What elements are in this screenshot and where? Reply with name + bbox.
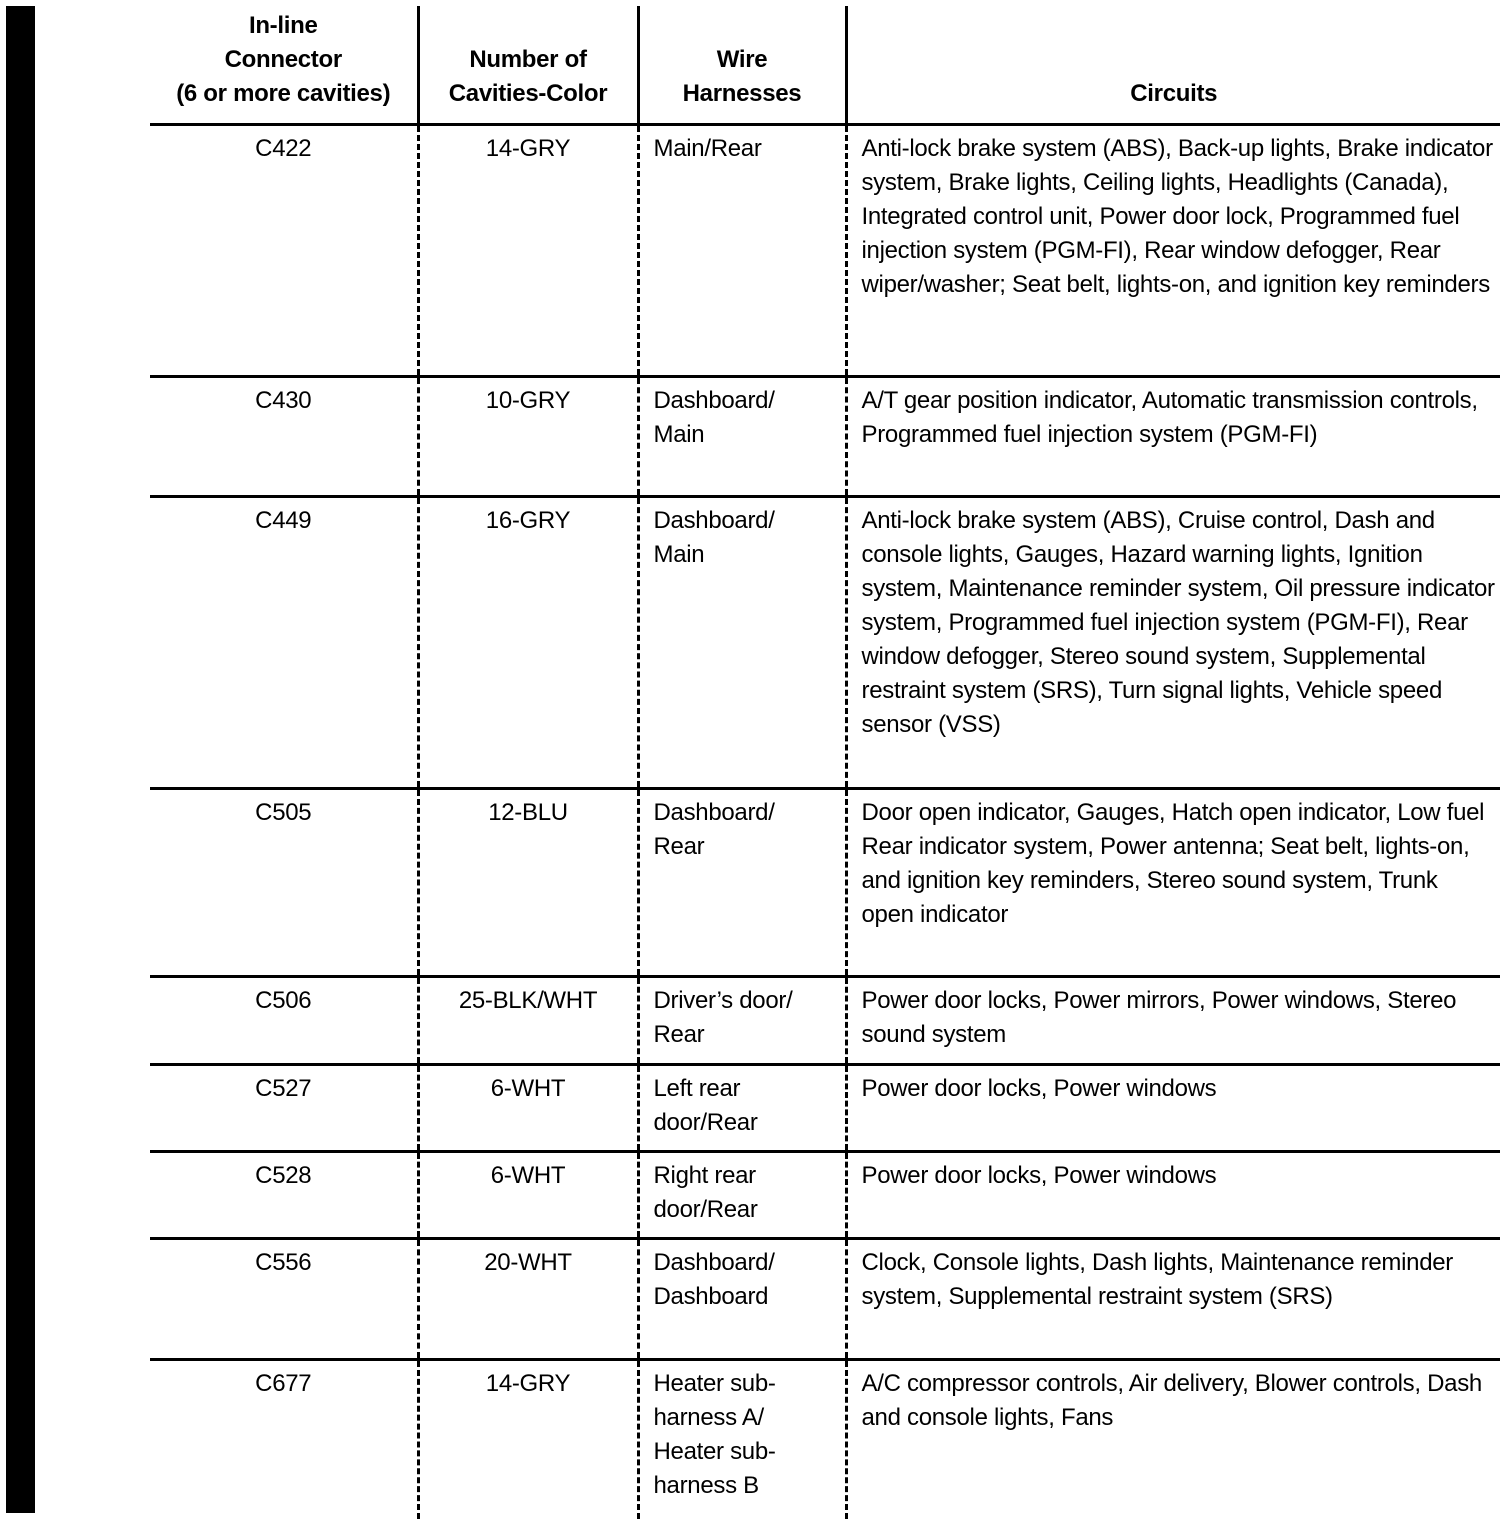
circuits: Anti-lock brake system (ABS), Back-up lights, Brake indicator system, Brake lights, Ceiling lights, Headlights (Canada), Integrated control unit, Power door lock, Programmed fuel injection system (PGM-FI), Rear window defogger, Rear wiper/washer; Seat belt, lights-on, and ignition key reminders	[846, 124, 1500, 376]
header-line: Circuits	[1130, 79, 1218, 107]
harness-line: door/Rear	[653, 1195, 758, 1223]
connector-id: C449	[150, 496, 418, 788]
header-connector	[150, 6, 418, 124]
harness-line: Main	[653, 420, 705, 448]
wire-harnesses	[638, 376, 846, 496]
harness-line: Rear	[653, 832, 705, 860]
cavities-color: 25-BLK/WHT	[418, 976, 638, 1064]
connector-id: C677	[255, 1369, 312, 1397]
header-line: Number of	[469, 45, 587, 73]
table-row	[150, 1238, 1500, 1359]
cavities-color: 14-GRY	[418, 1359, 638, 1519]
harness-line: harness B	[653, 1471, 759, 1499]
harness-line: Dashboard/	[653, 798, 775, 826]
wire-harnesses	[638, 1151, 846, 1238]
connector-id: C506	[150, 976, 418, 1064]
wire-harnesses	[638, 788, 846, 976]
harness-line: Heater sub-	[653, 1369, 776, 1397]
cavities-color: 14-GRY	[418, 124, 638, 376]
connector-id: C422	[150, 124, 418, 376]
wire-harnesses	[638, 124, 846, 376]
header-line: Harnesses	[682, 79, 802, 107]
table-row	[150, 788, 1500, 976]
harness-line: Main	[653, 540, 705, 568]
cavities-color: 6-WHT	[418, 1064, 638, 1151]
wire-harnesses	[638, 1238, 846, 1359]
header-row	[150, 6, 1500, 124]
table-row	[150, 976, 1500, 1064]
harness-line: harness A/	[653, 1403, 764, 1431]
cavities-color: 10-GRY	[418, 376, 638, 496]
cavities-color: 20-WHT	[418, 1238, 638, 1359]
circuits: Anti-lock brake system (ABS), Cruise control, Dash and console lights, Gauges, Hazard warning lights, Ignition system, Maintenance reminder system, Oil pressure indicator system, Programmed fuel injection system (PGM-FI), Rear window defogger, Stereo sound system, Supplemental restraint system (SRS), Turn signal lights, Vehicle speed sensor (VSS)	[846, 496, 1500, 788]
harness-line: Heater sub-	[653, 1437, 776, 1465]
harness-line: Dashboard/	[653, 1248, 775, 1276]
harness-line: door/Rear	[653, 1108, 758, 1136]
header-cavities-color	[418, 6, 638, 124]
circuits: Power door locks, Power windows	[846, 1064, 1500, 1151]
connector-table	[150, 6, 1500, 1519]
connector-id: C505	[150, 788, 418, 976]
header-line: In-line	[248, 11, 318, 39]
header-circuits	[846, 6, 1500, 124]
cavities-color: 16-GRY	[418, 496, 638, 788]
connector-id: C527	[150, 1064, 418, 1151]
harness-line: Driver’s door/	[653, 986, 793, 1014]
table-row	[150, 1064, 1500, 1151]
connector-id: C430	[150, 376, 418, 496]
header-wire-harnesses	[638, 6, 846, 124]
header-line: (6 or more cavities)	[176, 79, 391, 107]
table-row	[150, 1151, 1500, 1238]
circuits: Power door locks, Power windows	[846, 1151, 1500, 1238]
table-row	[150, 124, 1500, 376]
circuits: Power door locks, Power mirrors, Power windows, Stereo sound system	[846, 976, 1500, 1064]
header-line: Connector	[224, 45, 342, 73]
cavities-color: 6-WHT	[418, 1151, 638, 1238]
circuits: Door open indicator, Gauges, Hatch open indicator, Low fuel Rear indicator system, Power antenna; Seat belt, lights-on, and ignition key reminders, Stereo sound system, Trunk open indicator	[846, 788, 1500, 976]
circuits: Clock, Console lights, Dash lights, Maintenance reminder system, Supplemental restraint system (SRS)	[846, 1238, 1500, 1359]
wire-harnesses	[638, 496, 846, 788]
table-row	[150, 496, 1500, 788]
wire-harnesses	[638, 1359, 846, 1519]
harness-line: Right rear	[653, 1161, 756, 1189]
harness-line: Dashboard/	[653, 506, 775, 534]
harness-line: Rear	[653, 1020, 705, 1048]
wire-harnesses	[638, 976, 846, 1064]
connector-id: C556	[150, 1238, 418, 1359]
cavities-color: 12-BLU	[418, 788, 638, 976]
table-row	[150, 1359, 1500, 1519]
header-line: Cavities-Color	[448, 79, 608, 107]
wire-harnesses	[638, 1064, 846, 1151]
page-edge-bar	[6, 6, 35, 1513]
header-line: Wire	[716, 45, 768, 73]
table-row	[150, 376, 1500, 496]
harness-line: Main/Rear	[653, 134, 762, 162]
connector-id: C528	[150, 1151, 418, 1238]
circuits: A/T gear position indicator, Automatic transmission controls, Programmed fuel injection system (PGM-FI)	[846, 376, 1500, 496]
harness-line: Dashboard/	[653, 386, 775, 414]
harness-line: Dashboard	[653, 1282, 769, 1310]
table-body	[150, 124, 1500, 1519]
circuits: A/C compressor controls, Air delivery, Blower controls, Dash and console lights, Fans	[846, 1359, 1500, 1519]
harness-line: Left rear	[653, 1074, 741, 1102]
